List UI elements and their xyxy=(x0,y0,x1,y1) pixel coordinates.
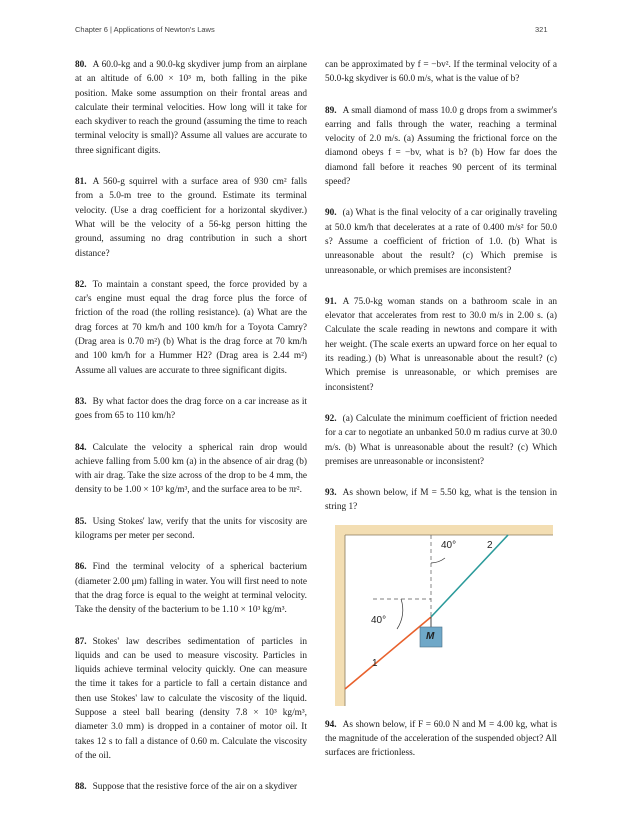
problem-text: can be approximated by f = −bv². If the terminal velocity of a 50.0-kg skydiver is 60.0 m/s, what is the value of b? xyxy=(325,60,557,85)
problem-number: 90. xyxy=(325,208,337,219)
page-number: 321 xyxy=(535,25,548,34)
problem-83 xyxy=(75,395,307,424)
problem-text: Stokes' law describes sedimentation of particles in liquids and can be used to measure viscosity. Particles in liquids achieve terminal velocity quickly. One can measure the time it takes for a particle to fall a certain distance and then use Stokes' law to calculate the viscosity of the liquid. Suppose a steel ball bearing (density 7.8 × 10³ kg/m³, diameter 3.0 mm) is dropped in a container of motor oil. It takes 12 s to fall a distance of 0.60 m. Calculate the viscosity of the oil. xyxy=(75,636,307,761)
problem-number: 86. xyxy=(75,562,87,573)
problem-text: (a) What is the final velocity of a car originally traveling at 50.0 km/h that decelerates at a rate of 0.400 m/s² for 50.0 s? Assume a coefficient of friction of 1.0. (b) What is unreasonable about the result? (c) Which premise is unreasonable, or which premises are inconsistent? xyxy=(325,208,557,276)
string-1 xyxy=(345,617,431,689)
problem-88 xyxy=(75,780,307,794)
problem-text: A 560-g squirrel with a surface area of 930 cm² falls from a 5.0-m tree to the ground. Estimate its terminal velocity. (Use a drag coefficient for a horizontal skydiver.) What will be the velocity of a 56-kg person hitting the ground, assuming no drag contribution in such a short distance? xyxy=(75,177,307,259)
problem-82 xyxy=(75,278,307,378)
string-tension-figure xyxy=(325,521,557,706)
problem-text: (a) Calculate the minimum coefficient of friction needed for a car to negotiate an unbanked 50.0 m radius curve at 30.0 m/s. (b) What is unreasonable about the result? (c) Which premises are unreasonable or inconsistent? xyxy=(325,413,557,467)
problem-84 xyxy=(75,441,307,498)
problem-number: 81. xyxy=(75,177,87,188)
mass-label: M xyxy=(426,630,435,642)
problem-87 xyxy=(75,635,307,764)
problem-number: 82. xyxy=(75,279,87,290)
problem-number: 94. xyxy=(325,719,337,730)
right-column xyxy=(325,58,557,778)
problem-number: 92. xyxy=(325,413,337,424)
problem-80 xyxy=(75,58,307,158)
problem-number: 87. xyxy=(75,636,87,647)
chapter-header: Chapter 6 | Applications of Newton's Laws xyxy=(75,25,215,34)
problem-91 xyxy=(325,295,557,395)
ceiling-support xyxy=(335,525,553,535)
problem-number: 85. xyxy=(75,516,87,527)
angle-label-left: 40° xyxy=(371,614,387,626)
problem-text: A 75.0-kg woman stands on a bathroom scale in an elevator that accelerates from rest to 30.0 m/s in 2.00 s. (a) Calculate the scale reading in newtons and compare it with her weight. (The scale exerts an upward force on her equal to its reading.) (b) What is unreasonable about the result? (c) Which premise is unreasonable, or which premises are inconsistent? xyxy=(325,296,557,393)
problem-85 xyxy=(75,515,307,544)
problem-text: By what factor does the drag force on a car increase as it goes from 65 to 110 km/h? xyxy=(75,396,307,422)
problem-text: To maintain a constant speed, the force provided by a car's engine must equal the drag force plus the force of friction of the road (the rolling resistance). (a) What are the drag forces at 70 km/h and 100 km/h for a Toyota Camry? (Drag area is 0.70 m²) (b) What is the drag force at 70 km/h and 100 km/h for a Hummer H2? (Drag area is 2.44 m²) Assume all values are accurate to three significant digits. xyxy=(75,279,307,376)
problem-number: 84. xyxy=(75,442,87,453)
problem-number: 89. xyxy=(325,105,337,116)
problem-text: As shown below, if F = 60.0 N and M = 4.00 kg, what is the magnitude of the acceleration of the suspended object? All surfaces are frictionless. xyxy=(325,719,557,759)
problem-text: As shown below, if M = 5.50 kg, what is the tension in string 1? xyxy=(325,488,557,513)
problem-number: 91. xyxy=(325,296,337,307)
angle-arc-top xyxy=(431,558,445,563)
problem-text: A 60.0-kg and a 90.0-kg skydiver jump from an airplane at an altitude of 6.00 × 10³ m, both falling in the pike position. Make some assumption on their frontal areas and calculate their terminal velocities. How long will it take for each skydiver to reach the ground (assuming the time to reach terminal velocity is small)? Assume all values are accurate to three significant digits. xyxy=(75,60,307,156)
problem-text: Using Stokes' law, verify that the units for viscosity are kilograms per meter per second. xyxy=(75,516,307,542)
string-1-label: 1 xyxy=(372,657,378,669)
problem-86 xyxy=(75,560,307,617)
angle-label-top: 40° xyxy=(441,539,457,551)
problem-81 xyxy=(75,175,307,261)
problem-88-continued xyxy=(325,58,557,87)
problem-text: Suppose that the resistive force of the air on a skydiver xyxy=(92,782,298,793)
problem-number: 80. xyxy=(75,60,87,70)
left-column xyxy=(75,58,307,811)
problem-text: Find the terminal velocity of a spherical bacterium (diameter 2.00 μm) falling in water. You will first need to note that the drag force is equal to the weight at terminal velocity. Take the density of the bacterium to be 1.10 × 10³ kg/m³. xyxy=(75,562,307,616)
problem-text: Calculate the velocity a spherical rain drop would achieve falling from 5.00 km (a) in the absence of air drag (b) with air drag. Take the size across of the drop to be 4 mm, the density to be 1.00 × 10³ kg/m³, and the surface area to be πr². xyxy=(75,442,307,496)
problem-number: 93. xyxy=(325,488,337,499)
angle-arc-left xyxy=(397,599,403,629)
problem-94 xyxy=(325,718,557,761)
wall-support xyxy=(335,525,345,706)
problem-90 xyxy=(325,206,557,277)
problem-93 xyxy=(325,486,557,515)
string-2-label: 2 xyxy=(487,539,493,551)
problem-number: 88. xyxy=(75,782,87,793)
problem-92 xyxy=(325,412,557,469)
problem-text: A small diamond of mass 10.0 g drops from a swimmer's earring and falls through the water, reaching a terminal velocity of 2.0 m/s. (a) Assuming the frictional force on the diamond obeys f = −bv, what is b? (b) How far does the diamond fall before it reaches 90 percent of its terminal speed? xyxy=(325,105,557,188)
problem-89 xyxy=(325,104,557,190)
problem-number: 83. xyxy=(75,396,87,407)
